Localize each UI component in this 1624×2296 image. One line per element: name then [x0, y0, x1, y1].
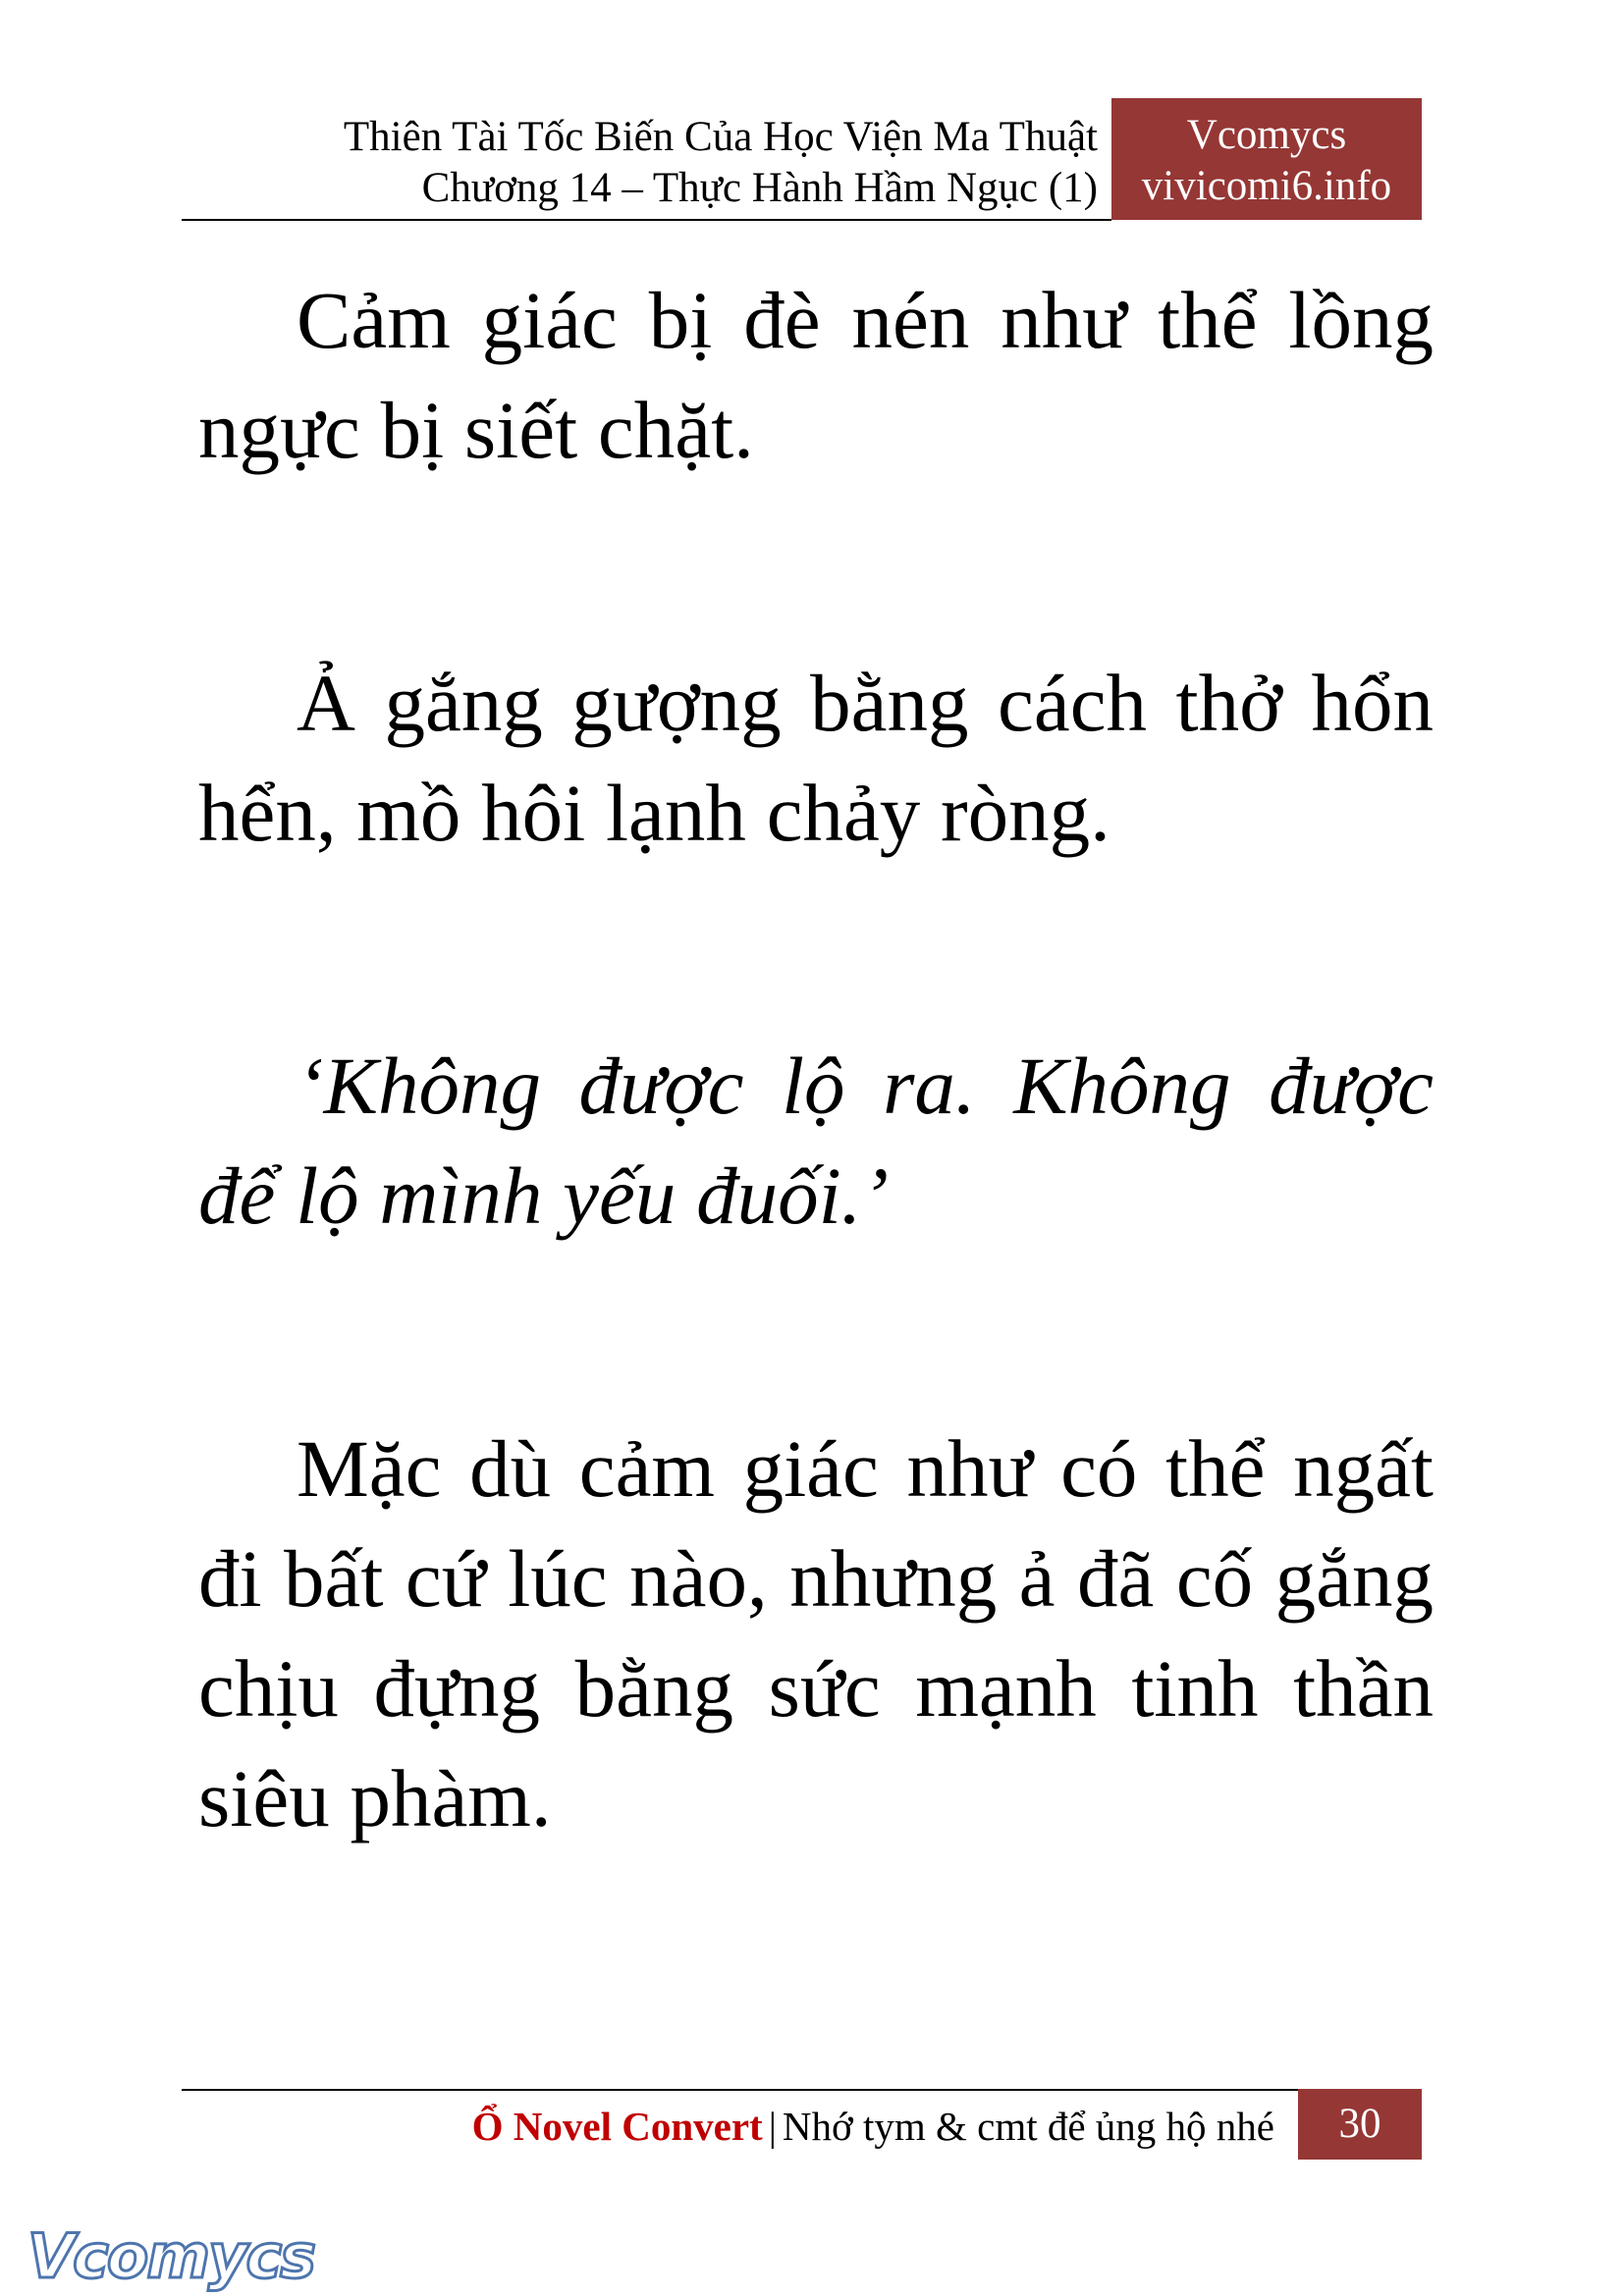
site-badge — [1111, 98, 1422, 220]
page-number: 30 — [1298, 2089, 1422, 2160]
footer-brand: Ổ Novel Convert — [471, 2104, 763, 2149]
vcomycs-logo-watermark: Vcomycs — [27, 2220, 315, 2292]
page-content — [198, 265, 1434, 1853]
footer-text — [472, 2099, 1274, 2154]
site-badge-name: Vcomycs — [1186, 112, 1347, 158]
paragraph-2: Ả gắng gượng bằng cách thở hổn hển, mồ hôi lạnh chảy ròng. — [198, 658, 1434, 858]
paragraph-3-thought: ‘Không được lộ ra. Không được để lộ mình yếu đuối.’ — [198, 1041, 1434, 1241]
paragraph-4: Mặc dù cảm giác như có thể ngất đi bất cứ lúc nào, nhưng ả đã cố gắng chịu đựng bằng sức mạnh tinh thần siêu phàm. — [198, 1423, 1434, 1843]
page-footer — [182, 2089, 1422, 2160]
footer-note: Nhớ tym & cmt để ủng hộ nhé — [782, 2104, 1274, 2149]
paragraph-1: Cảm giác bị đè nén như thể lồng ngực bị siết chặt. — [198, 275, 1434, 475]
footer-separator: | — [768, 2104, 777, 2149]
site-badge-url: vivicomi6.info — [1141, 163, 1392, 209]
book-title: Thiên Tài Tốc Biến Của Học Viện Ma Thuật — [343, 114, 1098, 160]
paragraph-spacer — [198, 868, 1434, 1031]
paragraph-spacer — [198, 485, 1434, 648]
page-header — [182, 98, 1422, 221]
chapter-title: Chương 14 – Thực Hành Hầm Ngục (1) — [421, 165, 1098, 211]
header-titles — [344, 112, 1098, 214]
header-divider — [182, 219, 1111, 221]
footer-divider — [182, 2089, 1298, 2091]
paragraph-spacer — [198, 1251, 1434, 1414]
